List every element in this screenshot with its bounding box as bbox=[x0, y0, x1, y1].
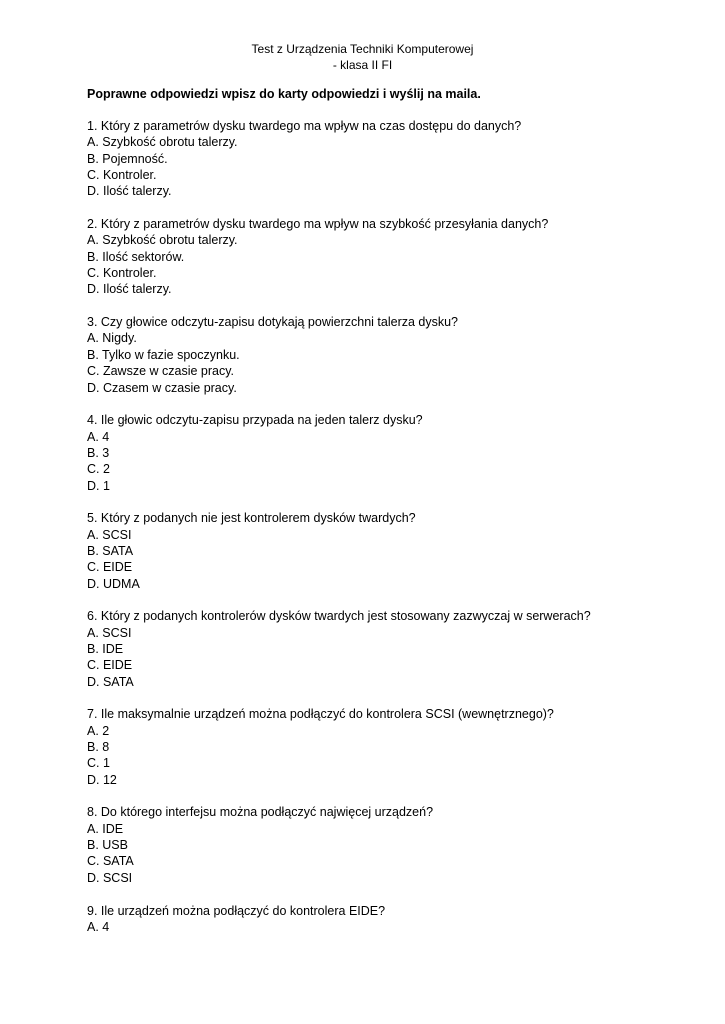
answer-option: C. Kontroler. bbox=[87, 168, 157, 183]
answer-option: B. Pojemność. bbox=[87, 151, 168, 166]
answer-option: C. EIDE bbox=[87, 658, 133, 673]
question-text: 2. Który z parametrów dysku twardego ma wpływ na szybkość przesyłania danych? bbox=[87, 217, 549, 232]
answer-option: B. SATA bbox=[87, 543, 134, 558]
answer-option: D. Czasem w czasie pracy. bbox=[87, 380, 237, 395]
answer-option: B. USB bbox=[87, 838, 128, 853]
answer-option: D. Ilość talerzy. bbox=[87, 282, 172, 297]
answer-option: A. IDE bbox=[87, 821, 124, 836]
answer-option: D. 1 bbox=[87, 478, 110, 493]
instruction-text: Poprawne odpowiedzi wpisz do karty odpowiedzi i wyślij na maila. bbox=[87, 87, 481, 101]
answer-option: A. 4 bbox=[87, 919, 110, 934]
question-block bbox=[87, 706, 707, 788]
question-text: 4. Ile głowic odczytu-zapisu przypada na jeden talerz dysku? bbox=[87, 413, 423, 428]
answer-option: C. SATA bbox=[87, 854, 134, 869]
question-text: 6. Który z podanych kontrolerów dysków twardych jest stosowany zazwyczaj w serwerach? bbox=[87, 609, 591, 624]
question-text: 7. Ile maksymalnie urządzeń można podłączyć do kontrolera SCSI (wewnętrznego)? bbox=[87, 707, 554, 722]
answer-option: B. 8 bbox=[87, 740, 110, 755]
question-text: 9. Ile urządzeń można podłączyć do kontrolera EIDE? bbox=[87, 903, 386, 918]
answer-option: A. Szybkość obrotu talerzy. bbox=[87, 233, 238, 248]
answer-option: B. 3 bbox=[87, 445, 110, 460]
answer-option: A. 4 bbox=[87, 429, 110, 444]
answer-option: C. 1 bbox=[87, 756, 110, 771]
answer-option: C. EIDE bbox=[87, 560, 133, 575]
answer-option: D. SATA bbox=[87, 674, 134, 689]
answer-option: C. 2 bbox=[87, 462, 110, 477]
answer-option: B. Tylko w fazie spoczynku. bbox=[87, 347, 240, 362]
answer-option: A. Szybkość obrotu talerzy. bbox=[87, 135, 238, 150]
answer-option: C. Kontroler. bbox=[87, 266, 157, 281]
answer-option: A. 2 bbox=[87, 723, 110, 738]
answer-option: B. IDE bbox=[87, 642, 124, 656]
answer-option: A. Nigdy. bbox=[87, 331, 137, 346]
answer-option: A. SCSI bbox=[87, 625, 132, 640]
question-block bbox=[87, 118, 707, 200]
answer-option: D. UDMA bbox=[87, 576, 140, 591]
question-block bbox=[87, 510, 707, 592]
question-text: 1. Który z parametrów dysku twardego ma wpływ na czas dostępu do danych? bbox=[87, 119, 522, 133]
question-block bbox=[87, 314, 707, 396]
answer-option: A. SCSI bbox=[87, 527, 132, 542]
document-header bbox=[0, 41, 725, 73]
question-text: 8. Do którego interfejsu można podłączyć najwięcej urządzeń? bbox=[87, 805, 434, 820]
answer-option: B. Ilość sektorów. bbox=[87, 249, 185, 264]
question-block bbox=[87, 412, 707, 494]
question-text: 5. Który z podanych nie jest kontrolerem dysków twardych? bbox=[87, 511, 416, 526]
question-block bbox=[87, 608, 707, 690]
answer-option: D. 12 bbox=[87, 772, 117, 787]
question-text: 3. Czy głowice odczytu-zapisu dotykają powierzchni talerza dysku? bbox=[87, 315, 459, 330]
document-subtitle: - klasa II FI bbox=[332, 58, 393, 72]
document-title: Test z Urządzenia Techniki Komputerowej bbox=[251, 42, 474, 56]
question-block bbox=[87, 216, 707, 298]
answer-option: D. SCSI bbox=[87, 870, 133, 885]
question-block bbox=[87, 804, 707, 886]
answer-option: C. Zawsze w czasie pracy. bbox=[87, 364, 235, 379]
questions-list bbox=[87, 118, 707, 952]
answer-option: D. Ilość talerzy. bbox=[87, 184, 172, 199]
question-block bbox=[87, 903, 707, 936]
